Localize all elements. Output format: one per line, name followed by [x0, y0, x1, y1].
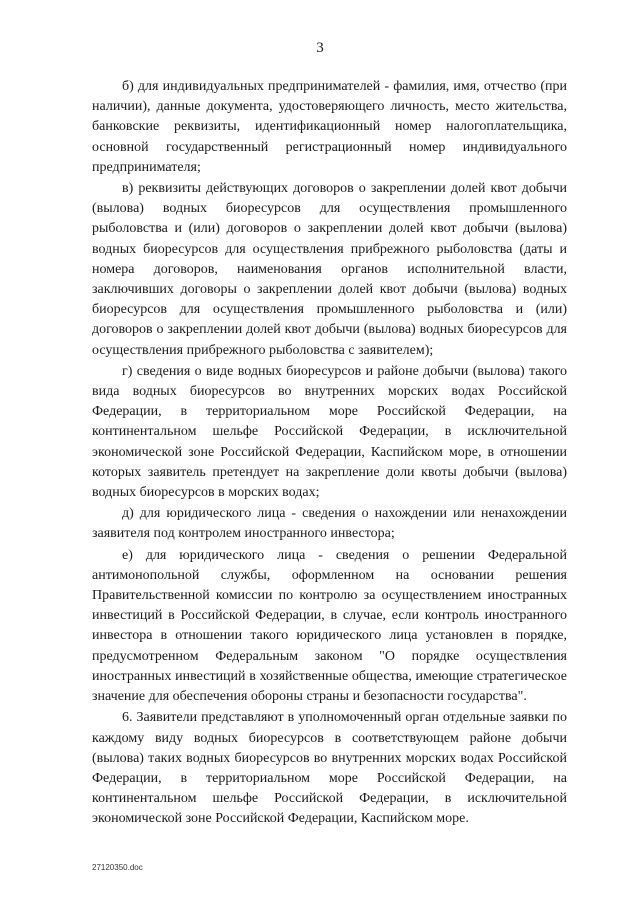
document-body: [92, 77, 567, 830]
paragraph-d: д) для юридического лица - сведения о нахождении или ненахождении заявителя под контролем иностранного инвестора;: [92, 506, 567, 542]
page-number: 3: [316, 40, 324, 56]
paragraph-g: г) сведения о виде водных биоресурсов и районе добычи (вылова) такого вида водных биоресурсов во внутренних морских водах Российской Федерации, в территориальном море Российской Федерации, на континентальном шельфе Российской Федерации, в исключительной экономической зоне Российской Федерации, Каспийском море, в отношении которых заявитель претендует на закрепление доли квоты добычи (вылова) водных биоресурсов в морских водах;: [92, 363, 567, 501]
paragraph-v: в) реквизиты действующих договоров о закреплении долей квот добычи (вылова) водных биоресурсов для осуществления промышленного рыболовства и (или) договоров о закреплении долей квот добычи (вылова) водных биоресурсов для осуществления прибрежного рыболовства (даты и номера договоров, наименования органов исполнительной власти, заключивших договоры о закреплении долей квот добычи (вылова) водных биоресурсов для осуществления промышленного рыболовства и (или) договоров о закреплении долей квот добычи (вылова) водных биоресурсов для осуществления прибрежного рыболовства с заявителем);: [92, 181, 567, 358]
paragraph-e: е) для юридического лица - сведения о решении Федеральной антимонопольной службы, оформленном на основании решения Правительственной комиссии по контролю за осуществлением иностранных инвестиций в Российской Федерации, в случае, если контроль иностранного инвестора в отношении такого юридического лица установлен в порядке, предусмотренном Федеральным законом "О порядке осуществления иностранных инвестиций в хозяйственные общества, имеющие стратегическое значение для обеспечения обороны страны и безопасности государства".: [92, 547, 567, 705]
paragraph-b: б) для индивидуальных предпринимателей - фамилия, имя, отчество (при наличии), данные документа, удостоверяющего личность, место жительства, банковские реквизиты, идентификационный номер налогоплательщика, основной государственный регистрационный номер индивидуального предпринимателя;: [92, 79, 567, 175]
document-filename: 27120350.doc: [92, 863, 143, 872]
paragraph-6: 6. Заявители представляют в уполномоченный орган отдельные заявки по каждому виду водных биоресурсов в соответствующем районе добычи (вылова) таких водных биоресурсов во внутренних морских водах Российской Федерации, в территориальном море Российской Федерации, на континентальном шельфе Российской Федерации, в исключительной экономической зоне Российской Федерации, Каспийском море.: [92, 710, 567, 827]
